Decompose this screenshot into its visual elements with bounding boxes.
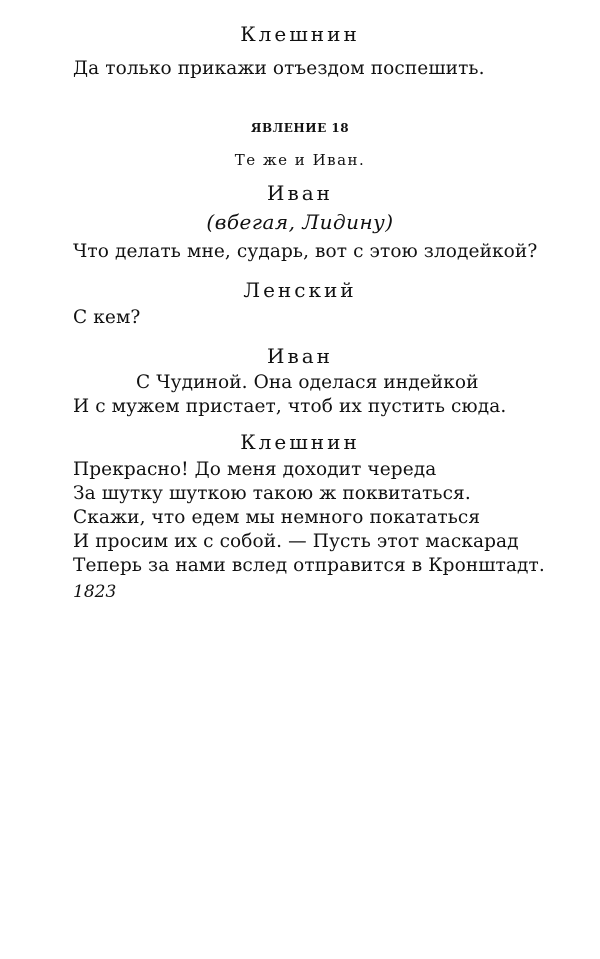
speaker-kleshnin: Клешнин [240,22,360,46]
verse-line: Скажи, что едем мы немного покататься [73,507,481,528]
speaker-ivan: Иван [267,344,333,368]
stage-direction: Те же и Иван. [234,151,366,169]
verse-line: С кем? [73,307,141,328]
verse-line: Теперь за нами вслед отправится в Кронштадт. [73,555,545,576]
verse-line: Прекрасно! До меня доходит череда [73,459,437,480]
speaker-kleshnin: Клешнин [240,430,360,454]
verse-line: Да только прикажи отъездом поспешить. [73,58,485,79]
verse-line: И просим их с собой. — Пусть этот маскарад [73,531,519,552]
speaker-ivan: Иван [267,181,333,205]
verse-line: За шутку шуткою такою ж поквитаться. [73,483,471,504]
verse-line: Что делать мне, сударь, вот с этою злодейкой? [73,241,538,262]
stage-remark: (вбегая, Лидину) [206,210,394,234]
verse-line: С Чудиной. Она оделася индейкой [136,372,479,393]
verse-line: И с мужем пристает, чтоб их пустить сюда. [73,396,507,417]
speaker-lensky: Ленский [243,278,357,302]
scene-heading: ЯВЛЕНИЕ 18 [250,121,350,135]
year-date: 1823 [73,582,117,602]
